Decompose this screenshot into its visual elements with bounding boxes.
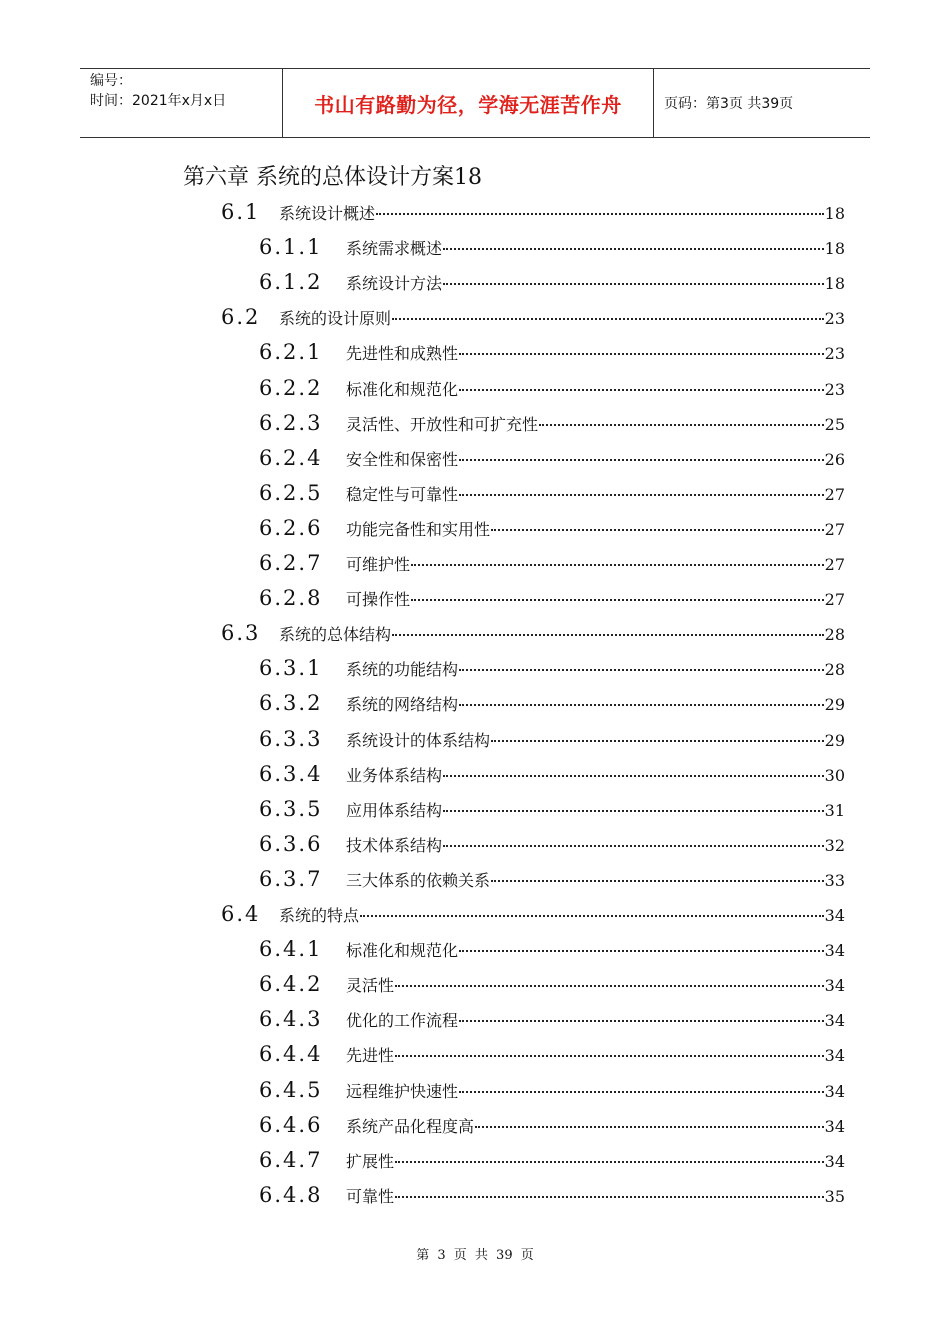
toc-entry[interactable]	[221, 305, 845, 340]
toc-entry[interactable]	[221, 200, 845, 235]
toc-leader-dots	[392, 318, 824, 320]
toc-leader-dots	[459, 459, 824, 461]
toc-entry[interactable]	[259, 270, 845, 305]
toc-leader-dots	[395, 1161, 824, 1163]
toc-entry-page: 28	[824, 625, 845, 645]
page-header	[80, 68, 870, 138]
toc-entry[interactable]	[259, 762, 845, 797]
toc-entry-page: 18	[824, 239, 845, 259]
toc-entry[interactable]	[221, 902, 845, 937]
toc-entry-number: 6.3.4	[259, 761, 323, 786]
toc-leader-dots	[459, 1020, 824, 1022]
toc-entry-page: 35	[824, 1186, 845, 1206]
toc-entry-page: 27	[824, 590, 845, 610]
toc-entry[interactable]	[259, 1148, 845, 1183]
toc-entry-number: 6.2.2	[259, 375, 323, 400]
toc-entry-title: 系统的特点	[279, 906, 360, 925]
toc-entry-title: 灵活性、开放性和可扩充性	[346, 414, 539, 434]
toc-entry[interactable]	[259, 1042, 845, 1077]
toc-entry-title: 三大体系的依赖关系	[346, 870, 491, 890]
toc-entry-page: 27	[824, 555, 845, 574]
toc-entry[interactable]	[259, 656, 845, 691]
toc-entry[interactable]	[259, 727, 845, 762]
toc-entry-page: 34	[824, 1151, 845, 1171]
toc-entry-title: 系统设计概述	[279, 204, 376, 223]
toc-entry-title: 先进性和成熟性	[346, 344, 459, 364]
toc-entry-title: 稳定性与可靠性	[346, 484, 459, 504]
toc-entry-title: 系统产品化程度高	[346, 1116, 475, 1136]
toc-entry-number: 6.4.7	[259, 1147, 323, 1172]
toc-entry-number: 6.3.1	[259, 656, 323, 681]
page-info: 页码：第3页 共39页	[664, 96, 794, 112]
toc-entry[interactable]	[259, 1113, 845, 1148]
toc-entry[interactable]	[259, 586, 845, 621]
toc-entry-title: 可维护性	[346, 555, 411, 574]
toc-entry-page: 23	[824, 379, 845, 399]
toc-leader-dots	[459, 494, 824, 496]
toc-entry-number: 6.1.1	[259, 235, 323, 260]
toc-entry[interactable]	[259, 481, 845, 516]
toc-entry[interactable]	[259, 1078, 845, 1113]
page-footer: 第 3 页 共 39 页	[416, 1248, 534, 1263]
toc-entry-page: 27	[824, 519, 845, 539]
toc-entry[interactable]	[221, 621, 845, 656]
toc-entry-page: 34	[824, 1011, 845, 1031]
toc-entry[interactable]	[259, 937, 845, 972]
toc-entry-page: 26	[824, 449, 845, 469]
toc-leader-dots	[491, 740, 824, 742]
toc-entry-title: 业务体系结构	[346, 765, 443, 785]
toc-leader-dots	[459, 950, 824, 952]
toc-entry-title: 应用体系结构	[346, 800, 443, 820]
toc-entry-page: 18	[824, 274, 845, 294]
toc-leader-dots	[395, 985, 824, 987]
toc-entry-number: 6.3	[221, 621, 261, 646]
toc-entry[interactable]	[259, 832, 845, 867]
toc-entry-page: 30	[824, 765, 845, 785]
toc-entry-number: 6.1.2	[259, 270, 323, 295]
toc-entry-title: 可靠性	[346, 1186, 395, 1206]
toc-leader-dots	[443, 248, 824, 250]
header-meta-cell	[80, 69, 282, 137]
toc-entry-title: 优化的工作流程	[346, 1011, 459, 1031]
toc-entry-number: 6.4.8	[259, 1182, 323, 1207]
toc-leader-dots	[491, 529, 824, 531]
toc-leader-dots	[443, 810, 824, 812]
toc-entry-number: 6.4.1	[259, 937, 323, 962]
toc-leader-dots	[459, 353, 824, 355]
toc-entry-number: 6.3.7	[259, 866, 323, 891]
toc-entry-page: 23	[824, 309, 845, 329]
toc-entry-title: 先进性	[346, 1046, 395, 1066]
toc-leader-dots	[475, 1126, 824, 1128]
toc-entry-number: 6.4.2	[259, 972, 323, 997]
toc-entry-page: 33	[824, 870, 845, 890]
toc-entry-title: 系统需求概述	[346, 239, 443, 259]
toc-entry[interactable]	[259, 1007, 845, 1042]
toc-entry-title: 系统设计的体系结构	[346, 730, 491, 750]
toc-entry-title: 标准化和规范化	[346, 379, 459, 399]
toc-entry[interactable]	[259, 235, 845, 270]
toc-entry-number: 6.2.4	[259, 445, 323, 470]
toc-entry[interactable]	[259, 340, 845, 375]
toc-leader-dots	[411, 564, 824, 566]
toc-entry[interactable]	[259, 1183, 845, 1218]
toc-entry[interactable]	[259, 516, 845, 551]
toc-leader-dots	[459, 704, 824, 706]
toc-entry-title: 远程维护快速性	[346, 1081, 459, 1101]
toc-entry-page: 18	[824, 204, 845, 223]
toc-entry-number: 6.4.4	[259, 1042, 323, 1067]
toc-leader-dots	[411, 599, 824, 601]
toc-entry-title: 系统的网络结构	[346, 695, 459, 715]
toc-entry-number: 6.1	[221, 200, 261, 224]
toc-leader-dots	[376, 213, 824, 215]
toc-entry-page: 23	[824, 344, 845, 364]
toc-leader-dots	[443, 775, 824, 777]
toc-entry-page: 34	[824, 1081, 845, 1101]
toc-entry-number: 6.3.5	[259, 796, 323, 821]
toc-entry-title: 功能完备性和实用性	[346, 519, 491, 539]
toc-leader-dots	[395, 1055, 824, 1057]
toc-entry[interactable]	[259, 446, 845, 481]
toc-entry-number: 6.3.6	[259, 831, 323, 856]
toc-entry-number: 6.4.6	[259, 1112, 323, 1137]
toc-entry-number: 6.3.2	[259, 691, 323, 716]
toc-leader-dots	[443, 845, 824, 847]
toc-entry[interactable]	[259, 867, 845, 902]
toc-entry[interactable]	[259, 691, 845, 726]
toc-entry-title: 安全性和保密性	[346, 449, 459, 469]
toc-entry-number: 6.2.8	[259, 586, 323, 611]
toc-entry-page: 34	[824, 941, 845, 961]
toc-entry-page: 34	[824, 1046, 845, 1066]
time-label: 时间：2021年x月x日	[90, 93, 227, 109]
toc-entry-number: 6.2.1	[259, 340, 323, 365]
slogan: 书山有路勤为径，学海无涯苦作舟	[314, 92, 622, 117]
toc-entry-title: 灵活性	[346, 976, 395, 996]
toc-entry[interactable]	[259, 411, 845, 446]
toc-entry[interactable]	[259, 972, 845, 1007]
code-label: 编号：	[90, 73, 132, 89]
toc-leader-dots	[491, 880, 824, 882]
toc-entry-page: 32	[824, 835, 845, 855]
toc-leader-dots	[459, 389, 824, 391]
toc-entry-page: 31	[824, 800, 845, 820]
toc-leader-dots	[459, 669, 824, 671]
toc-leader-dots	[395, 1196, 824, 1198]
toc-entry-title: 系统的设计原则	[279, 309, 392, 329]
toc-entry-number: 6.3.3	[259, 726, 323, 751]
toc-entry-page: 27	[824, 484, 845, 504]
header-page-cell	[654, 69, 870, 137]
toc-entry-number: 6.2.3	[259, 410, 323, 435]
toc-entry-page: 28	[824, 660, 845, 680]
toc-entry-title: 系统设计方法	[346, 274, 443, 294]
toc-entry-page: 29	[824, 695, 845, 715]
toc-entry-title: 系统的总体结构	[279, 625, 392, 645]
toc-entry-page: 34	[824, 906, 845, 925]
toc-entry-page: 34	[824, 1116, 845, 1136]
toc-entry[interactable]	[259, 797, 845, 832]
toc-entry-page: 29	[824, 730, 845, 750]
chapter-title[interactable]: 第六章 系统的总体设计方案18	[183, 165, 482, 190]
toc-leader-dots	[443, 283, 824, 285]
toc-entry-number: 6.2	[221, 305, 261, 330]
toc-entry-number: 6.2.7	[259, 551, 323, 575]
toc-entry-number: 6.2.6	[259, 515, 323, 540]
toc-leader-dots	[539, 424, 824, 426]
toc-entry-title: 技术体系结构	[346, 835, 443, 855]
toc-entry-title: 扩展性	[346, 1151, 395, 1171]
toc-entry-number: 6.4.5	[259, 1077, 323, 1102]
toc-entry-title: 标准化和规范化	[346, 941, 459, 961]
toc-leader-dots	[360, 915, 824, 917]
header-slogan-cell	[282, 69, 654, 137]
toc-entry[interactable]	[259, 376, 845, 411]
toc-leader-dots	[459, 1091, 824, 1093]
toc-entry-page: 34	[824, 976, 845, 996]
toc-entry-page: 25	[824, 414, 845, 434]
toc-entry-number: 6.4.3	[259, 1007, 323, 1032]
toc-entry-number: 6.2.5	[259, 480, 323, 505]
toc-entry-number: 6.4	[221, 902, 261, 926]
toc-entry-title: 可操作性	[346, 590, 411, 610]
toc-entry-title: 系统的功能结构	[346, 660, 459, 680]
toc-entry[interactable]	[259, 551, 845, 586]
toc-leader-dots	[392, 634, 824, 636]
